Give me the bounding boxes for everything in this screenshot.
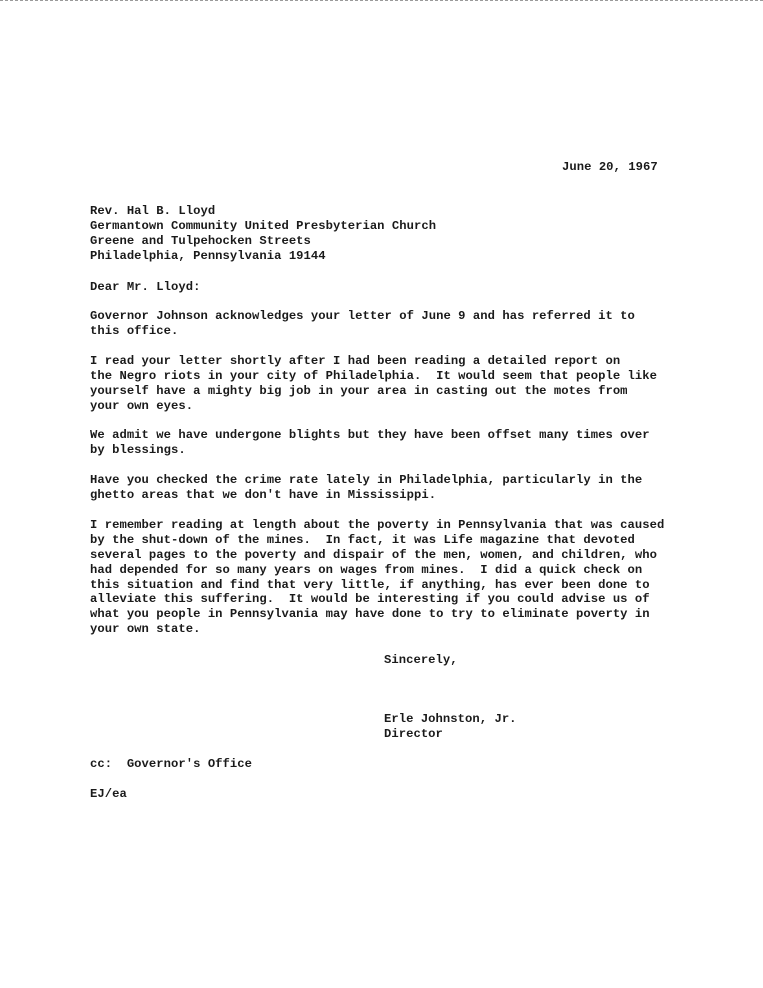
paragraph-5 xyxy=(90,518,664,637)
recipient-line: Germantown Community United Presbyterian Church xyxy=(90,218,437,233)
paragraph-line: ghetto areas that we don't have in Mississippi. xyxy=(90,487,437,502)
paragraph-line: your own state. xyxy=(90,622,201,637)
closing: Sincerely, xyxy=(384,653,458,667)
paragraph-line: this office. xyxy=(90,323,179,338)
salutation: Dear Mr. Lloyd: xyxy=(90,280,201,294)
signature-name: Erle Johnston, Jr. xyxy=(384,712,517,726)
recipient-line: Greene and Tulpehocken Streets xyxy=(90,233,311,248)
paragraph-3 xyxy=(90,428,650,458)
recipient-line: Rev. Hal B. Lloyd xyxy=(90,204,216,218)
signature-title: Director xyxy=(384,726,443,741)
paragraph-line: Governor Johnson acknowledges your letter of June 9 and has referred it to xyxy=(90,309,635,323)
page-top-border xyxy=(0,0,763,1)
recipient-line: Philadelphia, Pennsylvania 19144 xyxy=(90,248,326,263)
typist-initials: EJ/ea xyxy=(90,787,127,801)
paragraph-4 xyxy=(90,473,642,503)
paragraph-1 xyxy=(90,309,635,339)
paragraph-line: by the shut-down of the mines. In fact, it was Life magazine that devoted xyxy=(90,532,635,547)
paragraph-line: Have you checked the crime rate lately in Philadelphia, particularly in the xyxy=(90,473,643,487)
cc-line: cc: Governor's Office xyxy=(90,757,253,771)
paragraph-line: had depended for so many years on wages from mines. I did a quick check on xyxy=(90,562,643,577)
paragraph-line: what you people in Pennsylvania may have done to try to eliminate poverty in xyxy=(90,607,650,622)
recipient-address xyxy=(90,204,436,264)
paragraph-line: I remember reading at length about the poverty in Pennsylvania that was caused xyxy=(90,518,665,532)
paragraph-2 xyxy=(90,354,657,414)
paragraph-line: yourself have a mighty big job in your area in casting out the motes from xyxy=(90,383,628,398)
paragraph-line: I read your letter shortly after I had been reading a detailed report on xyxy=(90,354,621,368)
paragraph-line: this situation and find that very little, if anything, has ever been done to xyxy=(90,577,650,592)
paragraph-line: the Negro riots in your city of Philadelphia. It would seem that people like xyxy=(90,368,658,383)
paragraph-line: by blessings. xyxy=(90,442,186,457)
paragraph-line: alleviate this suffering. It would be interesting if you could advise us of xyxy=(90,592,650,607)
paragraph-line: We admit we have undergone blights but they have been offset many times over xyxy=(90,428,650,442)
paragraph-line: your own eyes. xyxy=(90,398,194,413)
paragraph-line: several pages to the poverty and dispair of the men, women, and children, who xyxy=(90,547,658,562)
letter-date: June 20, 1967 xyxy=(562,160,658,174)
signature-block xyxy=(384,712,517,742)
